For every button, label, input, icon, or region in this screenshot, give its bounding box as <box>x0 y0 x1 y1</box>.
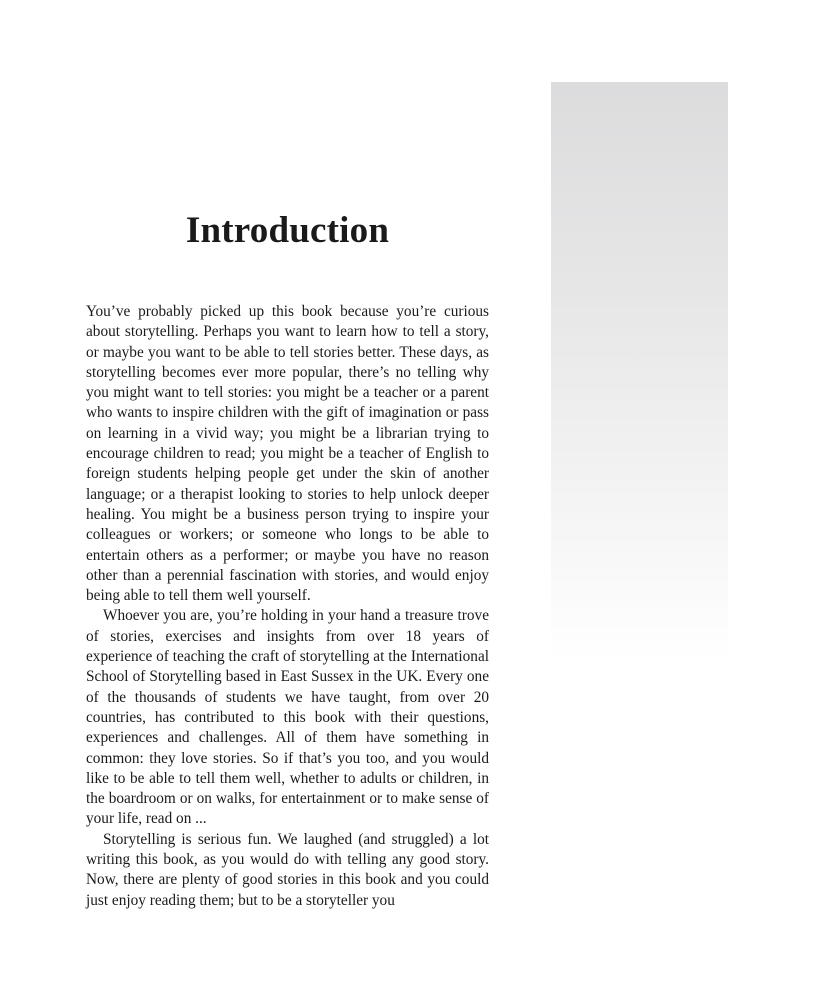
chapter-title: Introduction <box>185 210 390 251</box>
paragraph-1: You’ve probably picked up this book because you’re curious about storytelling. Perhaps you want to learn how to tell a story, or maybe you want to be able to tell stories better. These days, as storytelling becomes ever more popular, there’s no telling why you might want to tell stories: you might be a teacher or a parent who wants to inspire children with the gift of imagination or pass on learning in a vivid way; you might be a librarian trying to encourage children to read; you might be a teacher of English to foreign students helping people get under the skin of another language; or a therapist looking to stories to help unlock deeper healing. You might be a business person trying to inspire your colleagues or workers; or someone who longs to be able to entertain others as a performer; or maybe you have no reason other than a perennial fascination with stories, and would enjoy being able to tell them well yourself. <box>86 303 489 605</box>
body-text <box>86 302 489 911</box>
paragraph-3: Storytelling is serious fun. We laughed (and struggled) a lot writing this book, as you would do with telling any good story. Now, there are plenty of good stories in this book and you could just enjoy reading them; but to be a storyteller you <box>86 830 489 909</box>
decorative-gradient-band <box>551 82 728 662</box>
paragraph-2: Whoever you are, you’re holding in your hand a treasure trove of stories, exercises and insights from over 18 years of experience of teaching the craft of storytelling at the International School of Storytelling based in East Sussex in the UK. Every one of the thousands of students we have taught, from over 20 countries, has contributed to this book with their questions, experiences and challenges. All of them have something in common: they love stories. So if that’s you too, and you would like to be able to tell them well, whether to adults or children, in the boardroom or on walks, for entertainment or to make sense of your life, read on ... <box>86 607 489 828</box>
